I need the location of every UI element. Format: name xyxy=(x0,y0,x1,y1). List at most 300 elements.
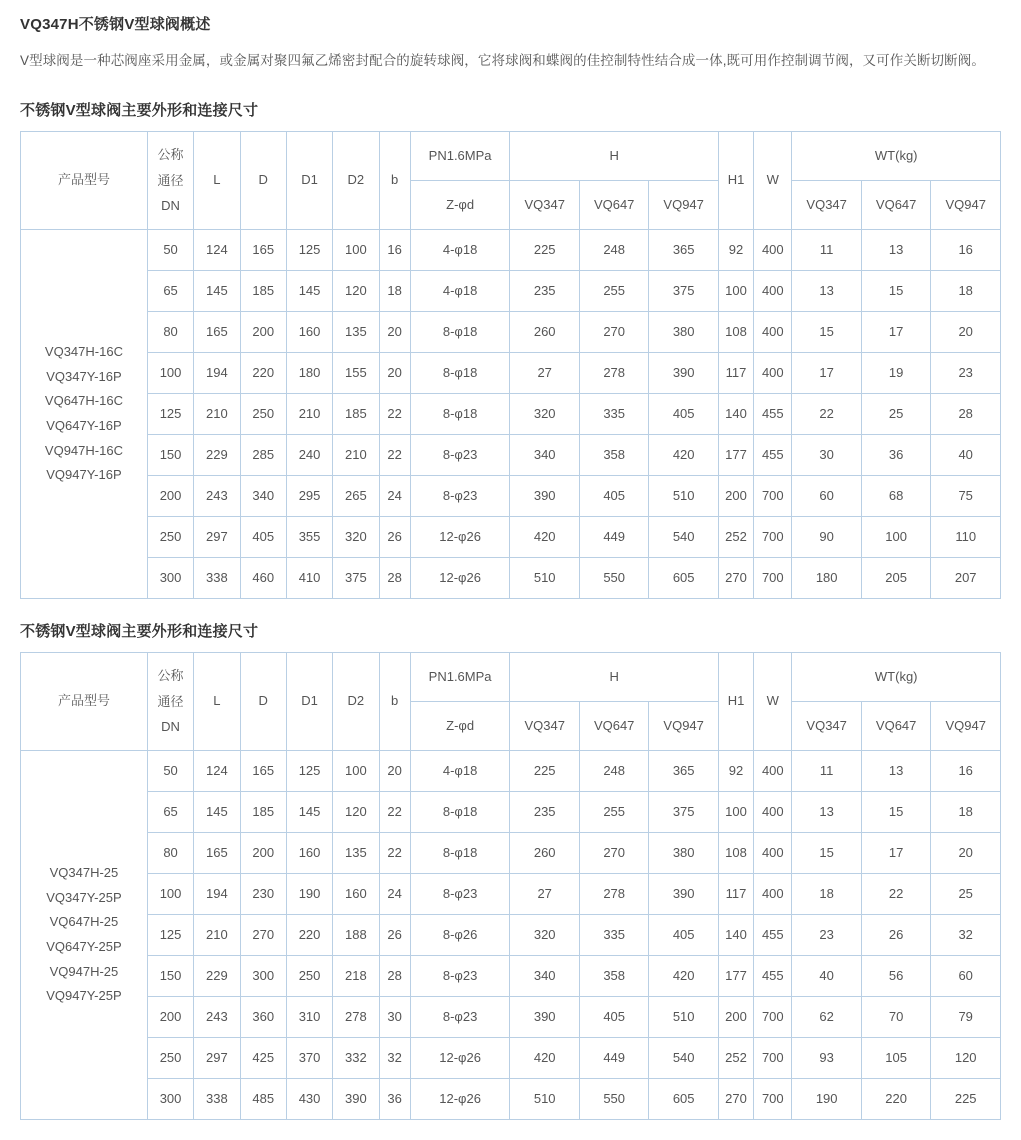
cell-zphid: 8-φ18 xyxy=(410,312,510,353)
cell-zphid: 8-φ18 xyxy=(410,792,510,833)
cell-d: 485 xyxy=(240,1079,286,1120)
cell-d1: 370 xyxy=(286,1038,332,1079)
cell-d: 165 xyxy=(240,230,286,271)
cell-dn: 65 xyxy=(147,792,193,833)
cell-wt-vq947: 16 xyxy=(931,751,1001,792)
cell-d1: 410 xyxy=(286,558,332,599)
cell-wt-vq647: 15 xyxy=(861,792,930,833)
cell-h1: 270 xyxy=(718,558,753,599)
cell-wt-vq947: 120 xyxy=(931,1038,1001,1079)
th-wt-vq947: VQ947 xyxy=(931,702,1001,751)
cell-wt-vq947: 23 xyxy=(931,353,1001,394)
cell-d1: 180 xyxy=(286,353,332,394)
cell-wt-vq947: 32 xyxy=(931,915,1001,956)
cell-wt-vq647: 105 xyxy=(861,1038,930,1079)
cell-wt-vq947: 60 xyxy=(931,956,1001,997)
cell-h-vq347: 390 xyxy=(510,997,579,1038)
cell-wt-vq647: 15 xyxy=(861,271,930,312)
cell-h-vq947: 405 xyxy=(649,915,718,956)
cell-h1: 108 xyxy=(718,312,753,353)
cell-w: 700 xyxy=(754,517,792,558)
cell-h-vq647: 358 xyxy=(579,956,648,997)
table-row xyxy=(21,353,1001,394)
model-name: VQ947Y-25P xyxy=(46,988,122,1004)
cell-w: 455 xyxy=(754,956,792,997)
cell-d2: 278 xyxy=(333,997,379,1038)
model-name: VQ347Y-25P xyxy=(46,889,122,905)
cell-wt-vq947: 20 xyxy=(931,312,1001,353)
cell-w: 400 xyxy=(754,271,792,312)
cell-l: 194 xyxy=(194,353,240,394)
model-name: VQ647H-16C xyxy=(44,393,123,409)
th-h1: H1 xyxy=(718,132,753,230)
cell-l: 165 xyxy=(194,833,240,874)
cell-h-vq647: 405 xyxy=(579,476,648,517)
cell-h-vq947: 380 xyxy=(649,833,718,874)
cell-wt-vq947: 110 xyxy=(931,517,1001,558)
th-dn-line2: 通径 xyxy=(157,172,184,188)
cell-d: 165 xyxy=(240,751,286,792)
cell-wt-vq347: 15 xyxy=(792,312,861,353)
cell-w: 455 xyxy=(754,394,792,435)
cell-d1: 310 xyxy=(286,997,332,1038)
cell-l: 194 xyxy=(194,874,240,915)
model-name: VQ947H-25 xyxy=(49,963,119,979)
cell-d1: 430 xyxy=(286,1079,332,1120)
cell-wt-vq347: 180 xyxy=(792,558,861,599)
cell-h-vq647: 449 xyxy=(579,517,648,558)
cell-b: 20 xyxy=(379,751,410,792)
cell-zphid: 8-φ18 xyxy=(410,833,510,874)
table-row xyxy=(21,751,1001,792)
th-h-vq647: VQ647 xyxy=(579,702,648,751)
table-row xyxy=(21,1079,1001,1120)
cell-b: 26 xyxy=(379,517,410,558)
th-l: L xyxy=(194,653,240,751)
cell-dn: 125 xyxy=(147,394,193,435)
table-row xyxy=(21,1038,1001,1079)
cell-h-vq947: 605 xyxy=(649,558,718,599)
cell-h-vq347: 340 xyxy=(510,956,579,997)
table-header-2 xyxy=(21,653,1001,751)
th-wt-vq947: VQ947 xyxy=(931,181,1001,230)
cell-d: 250 xyxy=(240,394,286,435)
intro-paragraph: V型球阀是一种芯阀座采用金属，或金属对聚四氟乙烯密封配合的旋转球阀，它将球阀和蝶阀的佳控制特性结合成一体,既可用作控制调节阀，又可作关断切断阀。 xyxy=(20,53,985,68)
cell-w: 700 xyxy=(754,997,792,1038)
cell-wt-vq647: 70 xyxy=(861,997,930,1038)
cell-b: 22 xyxy=(379,394,410,435)
cell-d2: 135 xyxy=(333,833,379,874)
cell-d: 200 xyxy=(240,833,286,874)
th-d2: D2 xyxy=(333,132,379,230)
cell-zphid: 8-φ23 xyxy=(410,956,510,997)
cell-h-vq947: 420 xyxy=(649,956,718,997)
spec-table-2 xyxy=(20,652,1001,1120)
cell-dn: 100 xyxy=(147,353,193,394)
cell-h1: 92 xyxy=(718,230,753,271)
cell-w: 400 xyxy=(754,792,792,833)
cell-d2: 120 xyxy=(333,271,379,312)
cell-h-vq947: 540 xyxy=(649,1038,718,1079)
th-h-vq347: VQ347 xyxy=(510,181,579,230)
cell-d1: 160 xyxy=(286,833,332,874)
cell-d2: 265 xyxy=(333,476,379,517)
cell-w: 400 xyxy=(754,833,792,874)
cell-d1: 145 xyxy=(286,271,332,312)
cell-zphid: 12-φ26 xyxy=(410,1079,510,1120)
cell-b: 28 xyxy=(379,558,410,599)
model-name: VQ647Y-25P xyxy=(46,939,122,954)
cell-d: 185 xyxy=(240,792,286,833)
cell-wt-vq947: 18 xyxy=(931,792,1001,833)
cell-wt-vq647: 22 xyxy=(861,874,930,915)
cell-zphid: 12-φ26 xyxy=(410,1038,510,1079)
cell-zphid: 8-φ18 xyxy=(410,353,510,394)
th-l: L xyxy=(194,132,240,230)
header-row-top xyxy=(21,653,1001,702)
th-model: 产品型号 xyxy=(21,132,148,230)
table-body-1 xyxy=(21,230,1001,599)
cell-dn: 200 xyxy=(147,997,193,1038)
cell-d2: 120 xyxy=(333,792,379,833)
th-b: b xyxy=(379,653,410,751)
th-d: D xyxy=(240,653,286,751)
table-row xyxy=(21,271,1001,312)
cell-h-vq947: 390 xyxy=(649,874,718,915)
cell-zphid: 4-φ18 xyxy=(410,271,510,312)
cell-h-vq947: 420 xyxy=(649,435,718,476)
th-d2: D2 xyxy=(333,653,379,751)
cell-h-vq947: 365 xyxy=(649,751,718,792)
cell-h1: 117 xyxy=(718,874,753,915)
cell-d2: 160 xyxy=(333,874,379,915)
th-zphid: Z-φd xyxy=(410,702,510,751)
cell-dn: 50 xyxy=(147,230,193,271)
cell-h-vq647: 255 xyxy=(579,792,648,833)
table-row xyxy=(21,312,1001,353)
th-dn-line3: DN xyxy=(161,719,180,735)
cell-wt-vq647: 25 xyxy=(861,394,930,435)
table-row xyxy=(21,874,1001,915)
model-name: VQ947H-16C xyxy=(44,442,123,458)
th-h-vq347: VQ347 xyxy=(510,702,579,751)
th-h-vq947: VQ947 xyxy=(649,181,718,230)
cell-b: 22 xyxy=(379,792,410,833)
cell-h1: 200 xyxy=(718,997,753,1038)
cell-l: 243 xyxy=(194,997,240,1038)
cell-w: 400 xyxy=(754,751,792,792)
cell-b: 24 xyxy=(379,874,410,915)
model-list-cell-2 xyxy=(21,751,148,1120)
cell-h1: 270 xyxy=(718,1079,753,1120)
cell-w: 455 xyxy=(754,915,792,956)
model-list-cell-1 xyxy=(21,230,148,599)
cell-l: 243 xyxy=(194,476,240,517)
cell-d2: 332 xyxy=(333,1038,379,1079)
cell-h-vq347: 320 xyxy=(510,394,579,435)
cell-l: 165 xyxy=(194,312,240,353)
cell-wt-vq347: 60 xyxy=(792,476,861,517)
model-name: VQ347H-25 xyxy=(49,864,119,880)
cell-b: 36 xyxy=(379,1079,410,1120)
cell-l: 210 xyxy=(194,915,240,956)
th-wt-vq347: VQ347 xyxy=(792,181,861,230)
cell-d2: 100 xyxy=(333,751,379,792)
table-body-2 xyxy=(21,751,1001,1120)
cell-wt-vq947: 18 xyxy=(931,271,1001,312)
cell-h-vq647: 550 xyxy=(579,1079,648,1120)
cell-b: 20 xyxy=(379,353,410,394)
cell-b: 22 xyxy=(379,435,410,476)
cell-wt-vq947: 207 xyxy=(931,558,1001,599)
cell-h1: 252 xyxy=(718,1038,753,1079)
cell-zphid: 12-φ26 xyxy=(410,558,510,599)
cell-l: 124 xyxy=(194,230,240,271)
th-wt-vq647: VQ647 xyxy=(861,181,930,230)
cell-wt-vq647: 205 xyxy=(861,558,930,599)
th-wt-vq347: VQ347 xyxy=(792,702,861,751)
cell-wt-vq347: 30 xyxy=(792,435,861,476)
cell-l: 210 xyxy=(194,394,240,435)
th-zphid: Z-φd xyxy=(410,181,510,230)
th-model: 产品型号 xyxy=(21,653,148,751)
cell-l: 338 xyxy=(194,558,240,599)
cell-d: 285 xyxy=(240,435,286,476)
cell-d: 300 xyxy=(240,956,286,997)
cell-wt-vq647: 17 xyxy=(861,833,930,874)
cell-wt-vq947: 20 xyxy=(931,833,1001,874)
cell-h-vq947: 510 xyxy=(649,997,718,1038)
th-w: W xyxy=(754,653,792,751)
cell-wt-vq947: 28 xyxy=(931,394,1001,435)
cell-dn: 150 xyxy=(147,956,193,997)
cell-d: 405 xyxy=(240,517,286,558)
cell-zphid: 4-φ18 xyxy=(410,230,510,271)
cell-zphid: 8-φ26 xyxy=(410,915,510,956)
cell-d: 460 xyxy=(240,558,286,599)
cell-l: 338 xyxy=(194,1079,240,1120)
cell-h1: 177 xyxy=(718,956,753,997)
cell-dn: 300 xyxy=(147,558,193,599)
cell-d1: 190 xyxy=(286,874,332,915)
cell-l: 145 xyxy=(194,271,240,312)
cell-d1: 250 xyxy=(286,956,332,997)
cell-h-vq347: 260 xyxy=(510,833,579,874)
cell-wt-vq947: 75 xyxy=(931,476,1001,517)
cell-dn: 50 xyxy=(147,751,193,792)
cell-zphid: 8-φ23 xyxy=(410,997,510,1038)
cell-d: 425 xyxy=(240,1038,286,1079)
cell-wt-vq947: 225 xyxy=(931,1079,1001,1120)
cell-d1: 355 xyxy=(286,517,332,558)
cell-d1: 160 xyxy=(286,312,332,353)
cell-d2: 185 xyxy=(333,394,379,435)
table-row xyxy=(21,956,1001,997)
th-dn-line1: 公称 xyxy=(157,147,184,163)
cell-h-vq647: 335 xyxy=(579,915,648,956)
table-row xyxy=(21,792,1001,833)
cell-wt-vq647: 56 xyxy=(861,956,930,997)
cell-d2: 390 xyxy=(333,1079,379,1120)
cell-d1: 220 xyxy=(286,915,332,956)
cell-l: 145 xyxy=(194,792,240,833)
table-title-2: 不锈钢V型球阀主要外形和连接尺寸 xyxy=(20,623,259,640)
cell-dn: 300 xyxy=(147,1079,193,1120)
cell-h-vq947: 380 xyxy=(649,312,718,353)
cell-b: 26 xyxy=(379,915,410,956)
cell-w: 455 xyxy=(754,435,792,476)
cell-h-vq347: 225 xyxy=(510,751,579,792)
cell-h1: 92 xyxy=(718,751,753,792)
th-wt-vq647: VQ647 xyxy=(861,702,930,751)
cell-d: 340 xyxy=(240,476,286,517)
cell-h-vq347: 340 xyxy=(510,435,579,476)
cell-wt-vq347: 11 xyxy=(792,751,861,792)
th-wt: WT(kg) xyxy=(792,132,1001,181)
table-title-1: 不锈钢V型球阀主要外形和连接尺寸 xyxy=(20,102,259,119)
cell-dn: 250 xyxy=(147,1038,193,1079)
cell-h1: 200 xyxy=(718,476,753,517)
cell-wt-vq347: 40 xyxy=(792,956,861,997)
cell-l: 297 xyxy=(194,1038,240,1079)
cell-w: 700 xyxy=(754,1038,792,1079)
cell-l: 124 xyxy=(194,751,240,792)
th-pn: PN1.6MPa xyxy=(410,653,510,702)
cell-l: 297 xyxy=(194,517,240,558)
cell-h1: 100 xyxy=(718,271,753,312)
cell-wt-vq347: 90 xyxy=(792,517,861,558)
cell-d: 360 xyxy=(240,997,286,1038)
model-name: VQ647Y-16P xyxy=(46,418,122,433)
cell-h-vq647: 335 xyxy=(579,394,648,435)
cell-h-vq647: 248 xyxy=(579,751,648,792)
cell-d1: 210 xyxy=(286,394,332,435)
th-dn xyxy=(147,653,193,751)
th-dn-line1: 公称 xyxy=(157,668,184,684)
cell-h-vq647: 449 xyxy=(579,1038,648,1079)
cell-d: 220 xyxy=(240,353,286,394)
cell-dn: 80 xyxy=(147,312,193,353)
model-name: VQ947Y-16P xyxy=(46,467,122,483)
cell-h-vq647: 248 xyxy=(579,230,648,271)
cell-dn: 250 xyxy=(147,517,193,558)
cell-wt-vq647: 19 xyxy=(861,353,930,394)
cell-h-vq347: 27 xyxy=(510,874,579,915)
cell-wt-vq947: 40 xyxy=(931,435,1001,476)
table-row xyxy=(21,997,1001,1038)
cell-b: 24 xyxy=(379,476,410,517)
cell-d1: 125 xyxy=(286,751,332,792)
cell-wt-vq647: 68 xyxy=(861,476,930,517)
model-name: VQ347Y-16P xyxy=(46,368,122,384)
cell-zphid: 4-φ18 xyxy=(410,751,510,792)
th-d1: D1 xyxy=(286,132,332,230)
cell-w: 400 xyxy=(754,353,792,394)
cell-d2: 135 xyxy=(333,312,379,353)
cell-h-vq647: 255 xyxy=(579,271,648,312)
cell-zphid: 12-φ26 xyxy=(410,517,510,558)
cell-dn: 80 xyxy=(147,833,193,874)
cell-d1: 240 xyxy=(286,435,332,476)
cell-b: 22 xyxy=(379,833,410,874)
cell-h1: 108 xyxy=(718,833,753,874)
table-row xyxy=(21,435,1001,476)
cell-h1: 140 xyxy=(718,915,753,956)
cell-h-vq647: 278 xyxy=(579,874,648,915)
cell-zphid: 8-φ18 xyxy=(410,394,510,435)
cell-h-vq347: 510 xyxy=(510,1079,579,1120)
table-header-1 xyxy=(21,132,1001,230)
table-row xyxy=(21,915,1001,956)
header-row-top xyxy=(21,132,1001,181)
cell-b: 30 xyxy=(379,997,410,1038)
table-row xyxy=(21,558,1001,599)
th-b: b xyxy=(379,132,410,230)
cell-wt-vq647: 220 xyxy=(861,1079,930,1120)
cell-b: 18 xyxy=(379,271,410,312)
cell-w: 700 xyxy=(754,476,792,517)
cell-w: 400 xyxy=(754,874,792,915)
cell-h-vq347: 320 xyxy=(510,915,579,956)
cell-d2: 155 xyxy=(333,353,379,394)
cell-d2: 188 xyxy=(333,915,379,956)
cell-h-vq947: 605 xyxy=(649,1079,718,1120)
cell-wt-vq347: 17 xyxy=(792,353,861,394)
cell-h-vq347: 225 xyxy=(510,230,579,271)
cell-d2: 100 xyxy=(333,230,379,271)
cell-h-vq647: 270 xyxy=(579,312,648,353)
cell-zphid: 8-φ23 xyxy=(410,435,510,476)
cell-wt-vq647: 17 xyxy=(861,312,930,353)
cell-h-vq347: 510 xyxy=(510,558,579,599)
cell-d: 230 xyxy=(240,874,286,915)
cell-w: 700 xyxy=(754,1079,792,1120)
cell-d: 185 xyxy=(240,271,286,312)
page-title: VQ347H不锈钢V型球阀概述 xyxy=(20,16,211,33)
cell-h-vq347: 390 xyxy=(510,476,579,517)
cell-dn: 125 xyxy=(147,915,193,956)
cell-w: 700 xyxy=(754,558,792,599)
cell-dn: 150 xyxy=(147,435,193,476)
cell-h-vq647: 278 xyxy=(579,353,648,394)
cell-h-vq947: 510 xyxy=(649,476,718,517)
cell-wt-vq347: 190 xyxy=(792,1079,861,1120)
model-name: VQ347H-16C xyxy=(44,343,123,359)
th-dn-line2: 通径 xyxy=(157,693,184,709)
cell-l: 229 xyxy=(194,435,240,476)
table-row xyxy=(21,833,1001,874)
cell-h-vq947: 375 xyxy=(649,271,718,312)
cell-h-vq647: 405 xyxy=(579,997,648,1038)
cell-d2: 210 xyxy=(333,435,379,476)
cell-h1: 100 xyxy=(718,792,753,833)
cell-h-vq947: 365 xyxy=(649,230,718,271)
cell-wt-vq347: 11 xyxy=(792,230,861,271)
cell-wt-vq647: 13 xyxy=(861,751,930,792)
table-row xyxy=(21,476,1001,517)
cell-h1: 177 xyxy=(718,435,753,476)
table-row xyxy=(21,394,1001,435)
cell-wt-vq347: 15 xyxy=(792,833,861,874)
cell-dn: 200 xyxy=(147,476,193,517)
cell-h-vq947: 390 xyxy=(649,353,718,394)
cell-b: 32 xyxy=(379,1038,410,1079)
cell-wt-vq647: 100 xyxy=(861,517,930,558)
cell-d2: 320 xyxy=(333,517,379,558)
cell-wt-vq647: 13 xyxy=(861,230,930,271)
cell-dn: 100 xyxy=(147,874,193,915)
cell-h-vq347: 420 xyxy=(510,1038,579,1079)
